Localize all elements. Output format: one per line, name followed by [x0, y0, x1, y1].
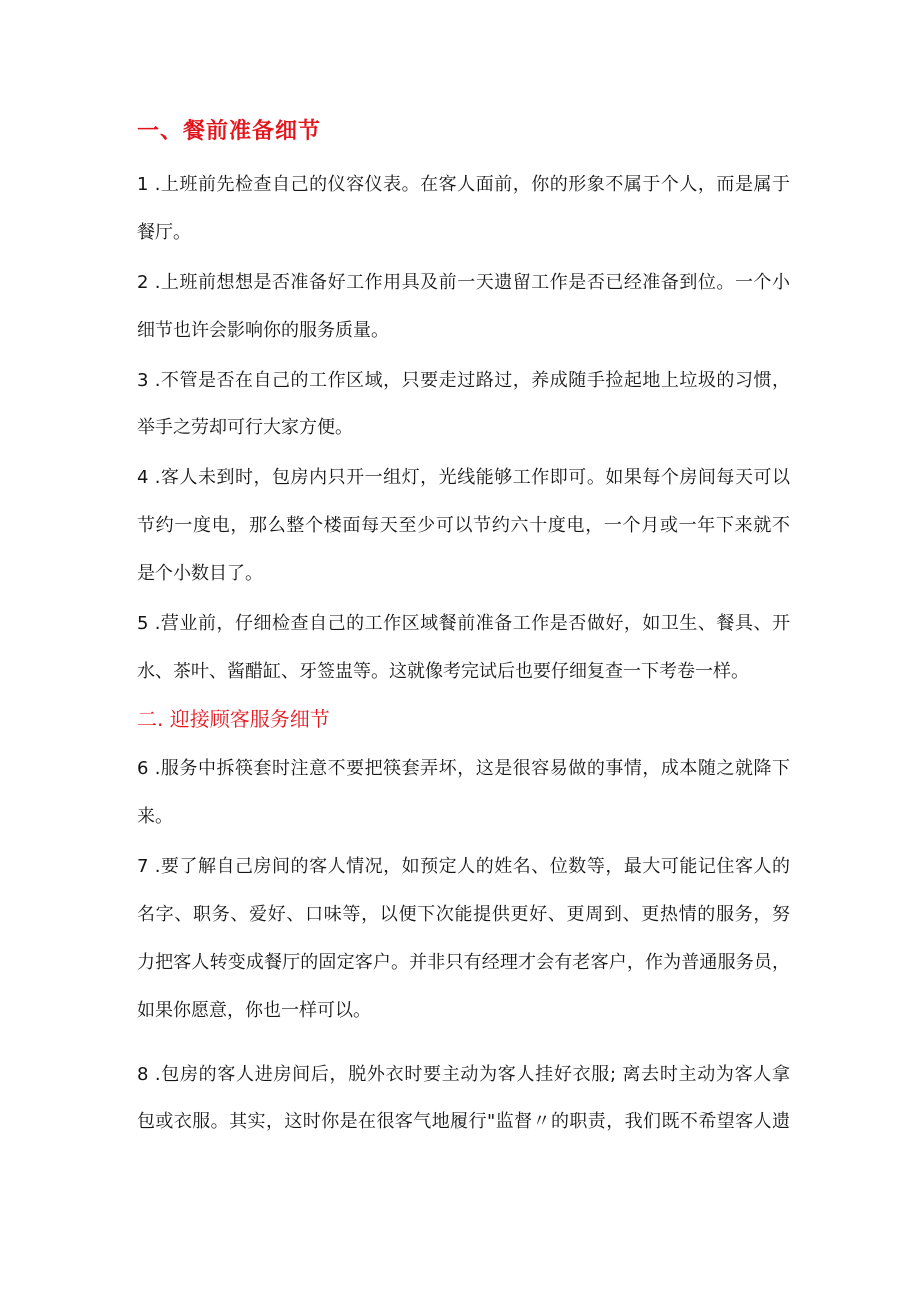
text-line: 5 .营业前，仔细检查自己的工作区域餐前准备工作是否做好，如卫生、餐具、开 — [137, 612, 790, 634]
text-line: 节约一度电，那么整个楼面每天至少可以节约六十度电，一个月或一年下来就不 — [137, 515, 790, 537]
section-heading: 二. 迎接顾客服务细节 — [137, 706, 330, 731]
list-item — [137, 600, 790, 696]
text-line: 细节也许会影响你的服务质量。 — [137, 319, 389, 341]
list-item — [137, 259, 790, 355]
text-line: 1 .上班前先检查自己的仪容仪表。在客人面前，你的形象不属于个人，而是属于 — [137, 173, 790, 195]
list-item — [137, 843, 790, 1034]
text-line: 餐厅。 — [137, 221, 191, 243]
text-line: 水、茶叶、酱醋缸、牙签盅等。这就像考完试后也要仔细复查一下考卷一样。 — [137, 660, 749, 682]
list-item — [137, 357, 790, 453]
text-line: 4 .客人未到时，包房内只开一组灯，光线能够工作即可。如果每个房间每天可以 — [137, 467, 790, 489]
text-line: 6 .服务中拆筷套时注意不要把筷套弄坏，这是很容易做的事情，成本随之就降下 — [137, 758, 790, 780]
text-line: 8 .包房的客人进房间后，脱外衣时要主动为客人挂好衣服; 离去时主动为客人拿 — [137, 1063, 790, 1085]
list-item — [137, 1051, 790, 1147]
list-item — [137, 161, 790, 257]
text-line: 如果你愿意，你也一样可以。 — [137, 999, 371, 1021]
text-line: 力把客人转变成餐厅的固定客户。并非只有经理才会有老客户，作为普通服务员， — [137, 951, 790, 973]
text-line: 举手之劳却可行大家方便。 — [137, 417, 353, 439]
text-line: 包或衣服。其实，这时你是在很客气地履行"监督〃的职责，我们既不希望客人遗 — [137, 1111, 790, 1133]
text-line: 7 .要了解自己房间的客人情况，如预定人的姓名、位数等，最大可能记住客人的 — [137, 856, 790, 878]
document-page — [137, 108, 790, 1146]
text-line: 3 .不管是否在自己的工作区域，只要走过路过，养成随手捡起地上垃圾的习惯， — [137, 369, 790, 391]
list-item — [137, 454, 790, 597]
text-line: 名字、职务、爱好、口味等，以便下次能提供更好、更周到、更热情的服务，努 — [137, 904, 790, 926]
section-heading: 一、餐前准备细节 — [137, 119, 322, 144]
text-line: 来。 — [137, 806, 173, 828]
list-item — [137, 745, 790, 841]
text-line: 2 .上班前想想是否准备好工作用具及前一天遗留工作是否已经准备到位。一个小 — [137, 271, 790, 293]
text-line: 是个小数目了。 — [137, 562, 263, 584]
